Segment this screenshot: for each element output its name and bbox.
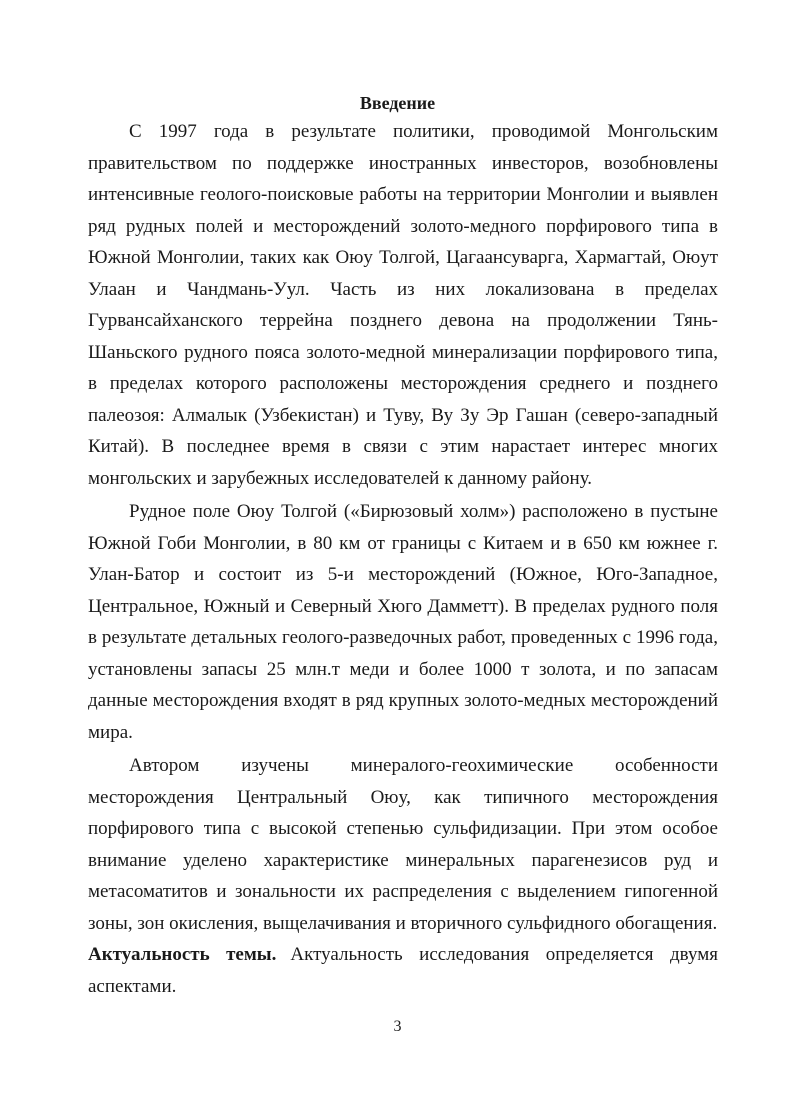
page-number: 3 xyxy=(393,1018,402,1035)
paragraph-relevance xyxy=(88,939,718,1002)
section-heading: Введение xyxy=(359,93,436,113)
paragraph-ore-field: Рудное поле Оюу Толгой («Бирюзовый холм») расположено в пустыне Южной Гоби Монголии, в 80 км от границы с Китаем и в 650 км южнее г. Улан-Батор и состоит из 5-и месторождений (Южное, Юго-Западное, Центральное, Южный и Северный Хюго Дамметт). В пределах рудного поля в результате детальных геолого-разведочных работ, проведенных с 1996 года, установлены запасы 25 млн.т меди и более 1000 т золота, и по запасам данные месторождения входят в ряд крупных золото-медных месторождений мира. xyxy=(88,501,718,743)
body-text xyxy=(88,116,718,1002)
relevance-text: Актуальность исследования определяется двумя аспектами. xyxy=(88,944,719,997)
paragraph-author-study: Автором изучены минералого-геохимические особенности месторождения Центральный Оюу, как типичного месторождения порфирового типа с высокой степенью сульфидизации. При этом особое внимание уделено характеристике минеральных парагенезисов руд и метасоматитов и зональности их распределения с выделением гипогенной зоны, зон окисления, выщелачивания и вторичного сульфидного обогащения. xyxy=(88,755,718,934)
relevance-label: Актуальность темы. xyxy=(88,944,277,965)
paragraph-intro: С 1997 года в результате политики, проводимой Монгольским правительством по поддержке иностранных инвесторов, возобновлены интенсивные геолого-поисковые работы на территории Монголии и выявлен ряд рудных полей и месторождений золото-медного порфирового типа в Южной Монголии, таких как Оюу Толгой, Цагаансуварга, Хармагтай, Оюут Улаан и Чандмань-Уул. Часть из них локализована в пределах Гурвансайханского террейна позднего девона на продолжении Тянь-Шаньского рудного пояса золото-медной минерализации порфирового типа, в пределах которого расположены месторождения среднего и позднего палеозоя: Алмалык (Узбекистан) и Туву, Ву Зу Эр Гашан (северо-западный Китай). В последнее время в связи с этим нарастает интерес многих монгольских и зарубежных исследователей к данному району. xyxy=(88,121,718,489)
